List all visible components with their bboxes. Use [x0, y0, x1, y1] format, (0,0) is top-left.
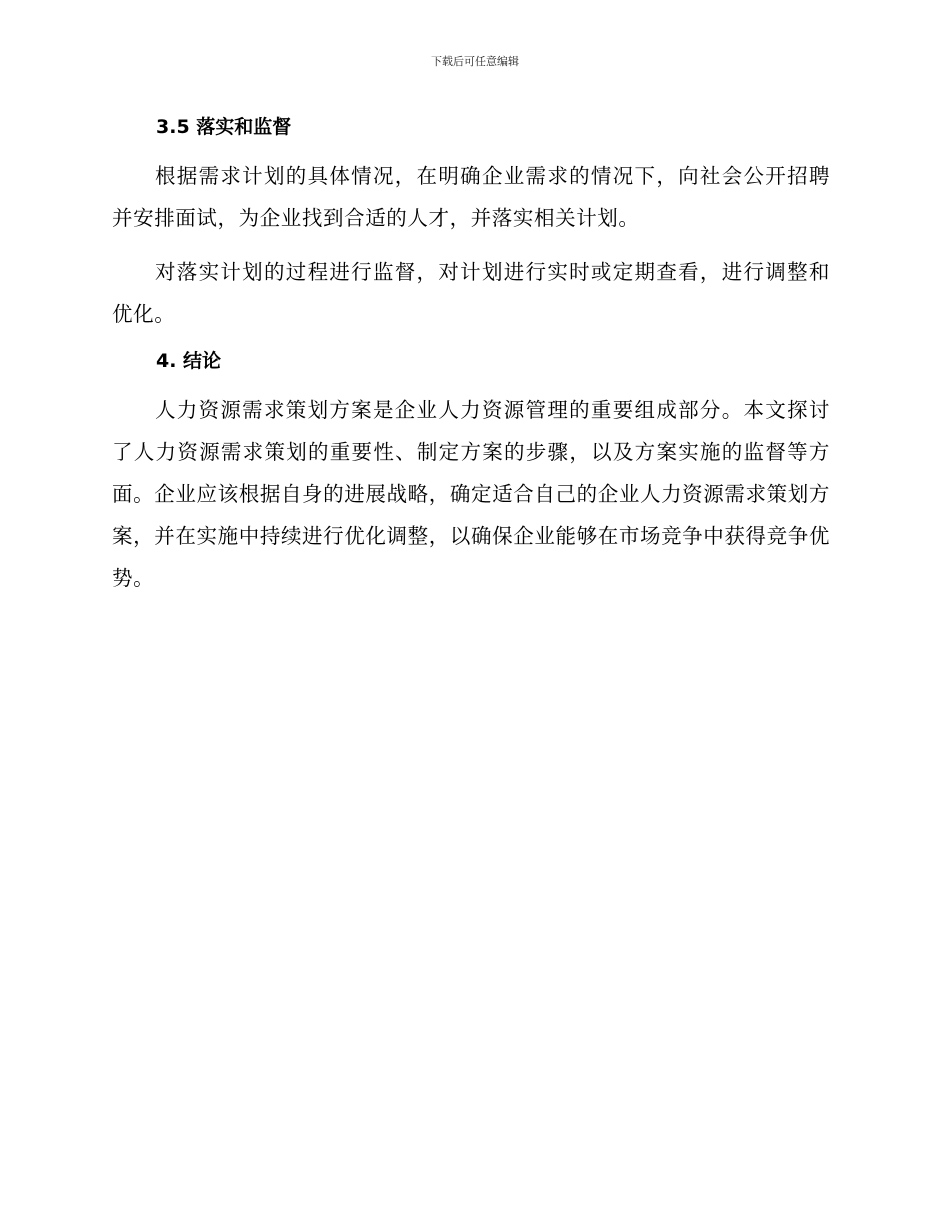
section-heading-conclusion: 4. 结论: [156, 350, 222, 372]
paragraph-recruitment: 根据需求计划的具体情况，在明确企业需求的情况下，向社会公开招聘并安排面试，为企业找到合适的人才，并落实相关计划。: [112, 164, 830, 230]
section-heading-3-5: 3.5 落实和监督: [156, 116, 292, 138]
page-header: 下载后可任意编辑: [431, 55, 519, 68]
document-body: [112, 111, 830, 599]
paragraph-supervision: 对落实计划的过程进行监督，对计划进行实时或定期查看，进行调整和优化。: [112, 260, 830, 326]
paragraph-conclusion: 人力资源需求策划方案是企业人力资源管理的重要组成部分。本文探讨了人力资源需求策划的重要性、制定方案的步骤，以及方案实施的监督等方面。企业应该根据自身的进展战略，确定适合自己的企业人力资源需求策划方案，并在实施中持续进行优化调整，以确保企业能够在市场竞争中获得竞争优势。: [112, 398, 830, 590]
